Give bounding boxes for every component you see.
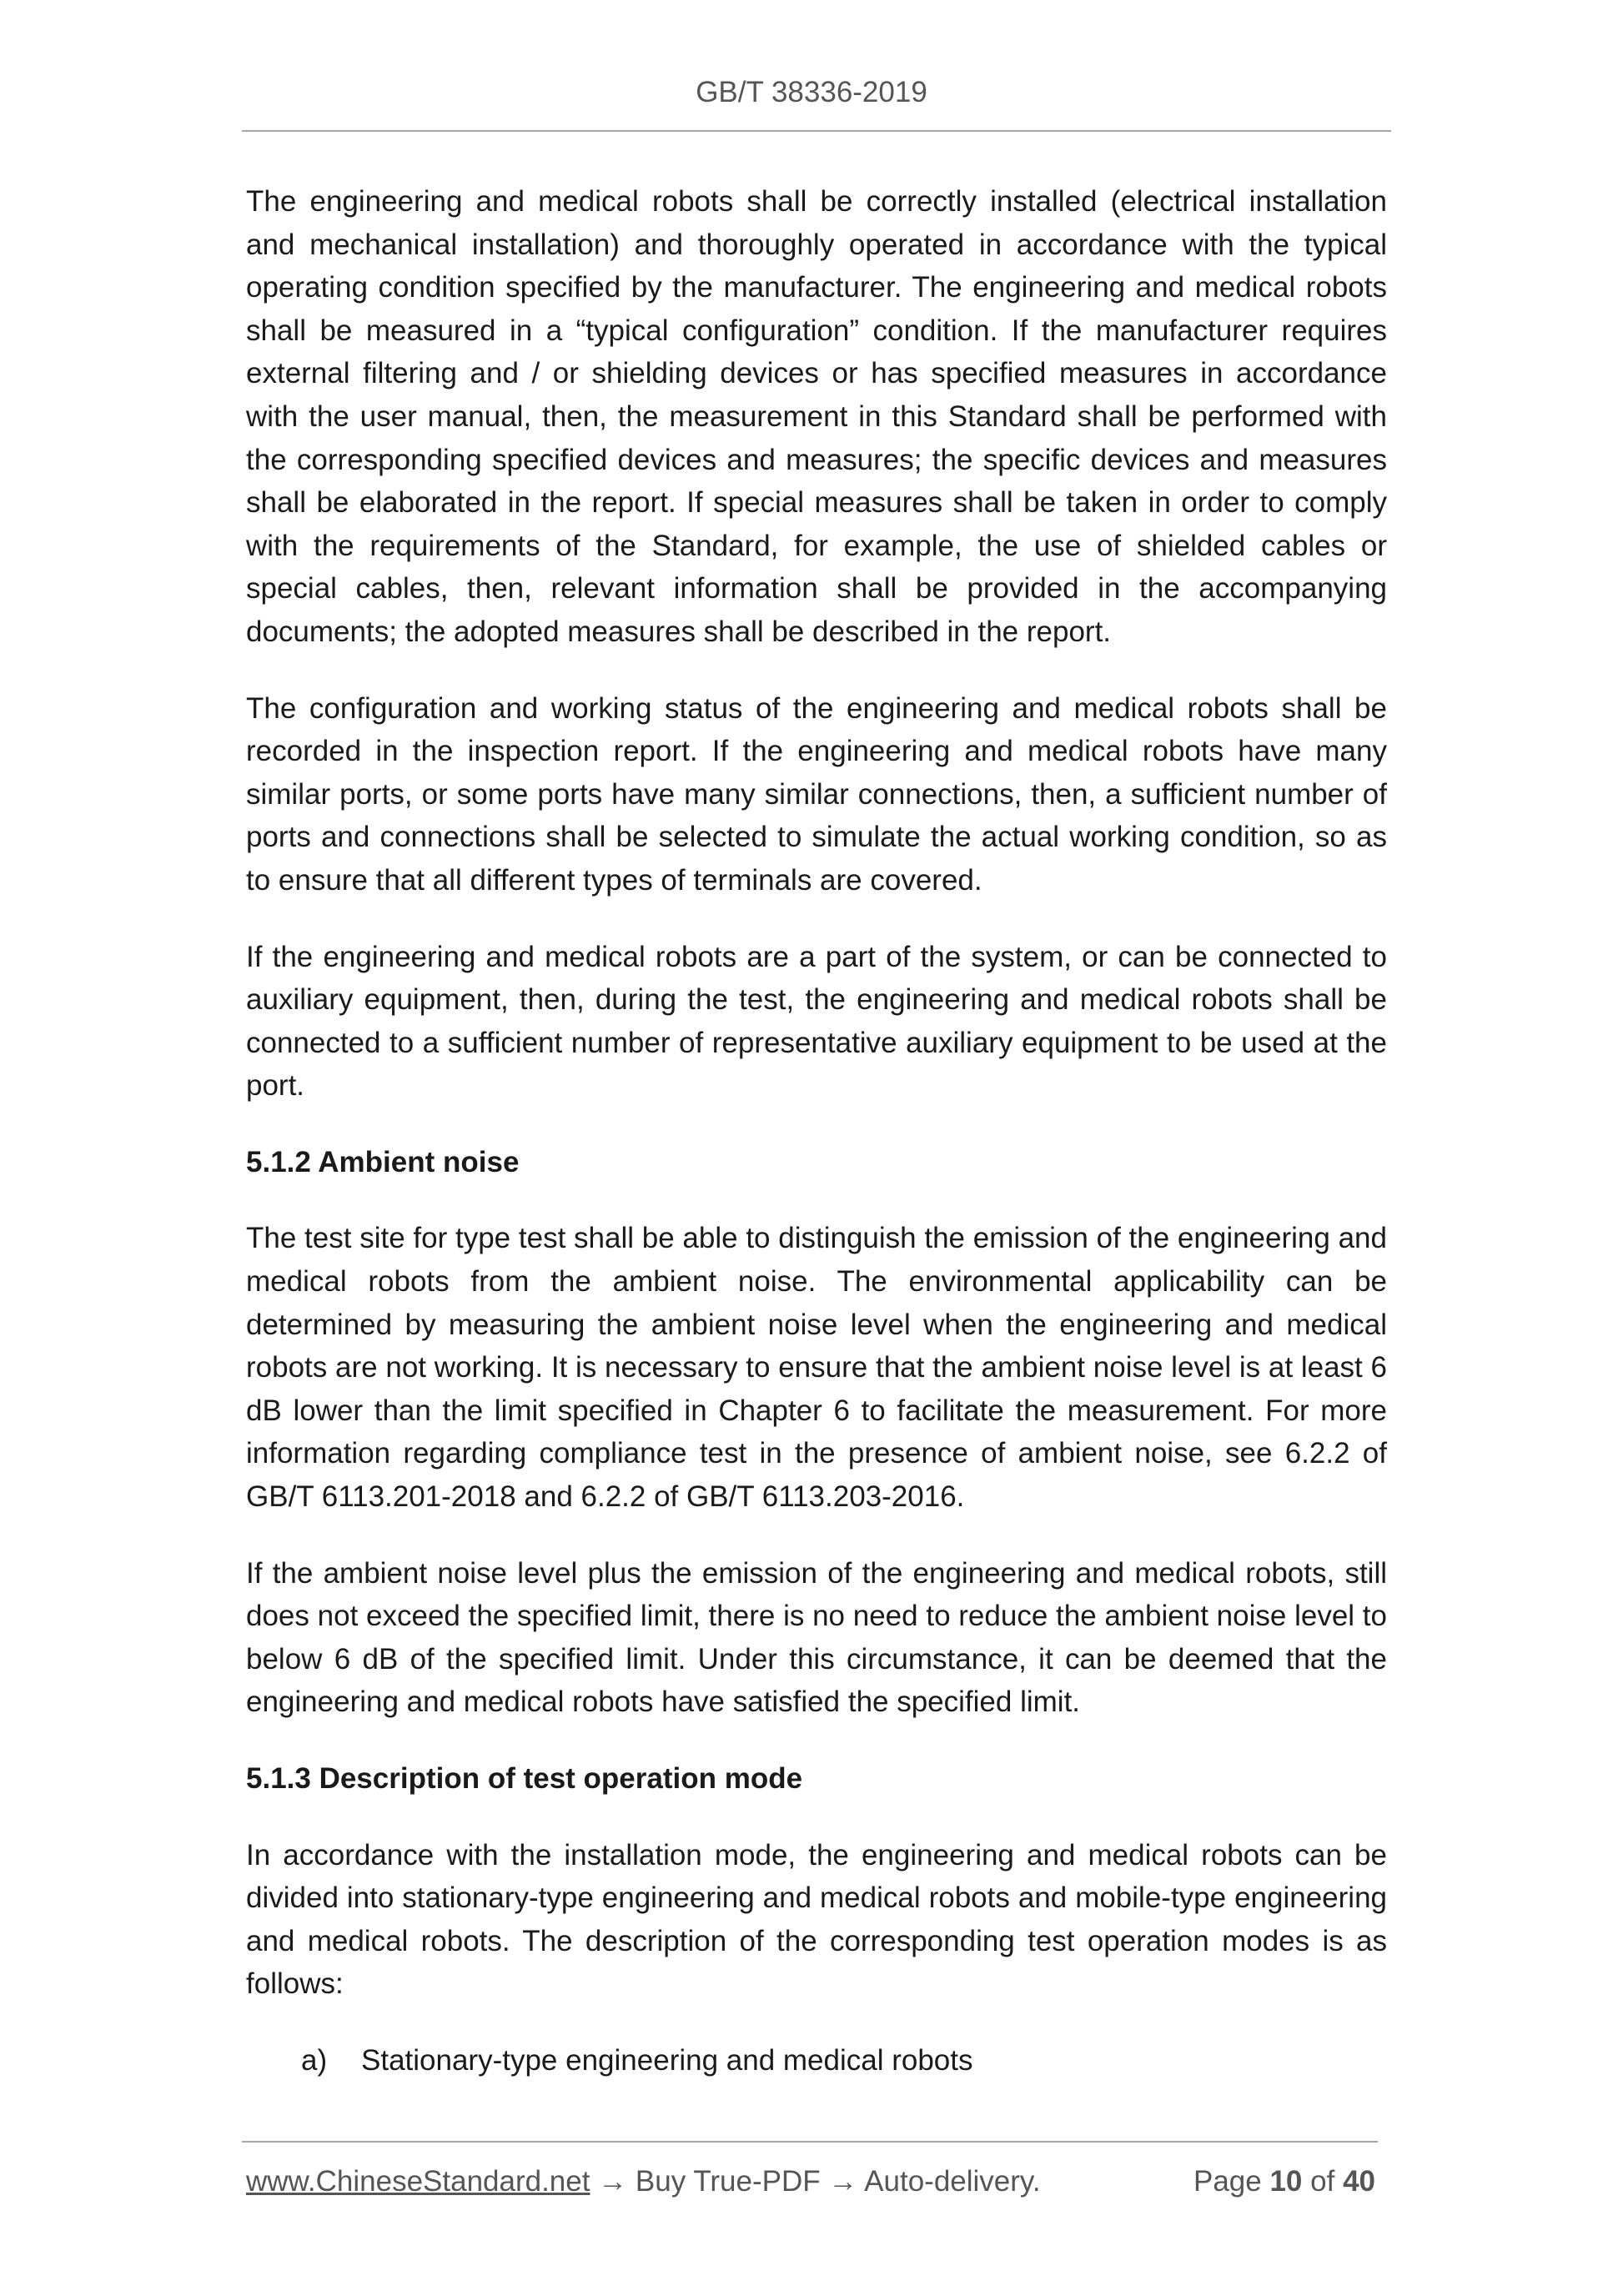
list-marker: a) — [301, 2043, 328, 2077]
list-item-text: Stationary-type engineering and medical robots — [361, 2043, 973, 2077]
page-footer — [246, 2163, 1379, 2201]
paragraph-auxiliary-equipment: If the engineering and medical robots are a part of the system, or can be connected to auxiliary equipment, then, during the test, the engineering and medical robots shall be connected to a sufficient number of representative auxiliary equipment to be used at the port. — [246, 940, 1387, 1103]
section-heading-ambient-noise: 5.1.2 Ambient noise — [246, 1145, 520, 1178]
paragraph-ambient-noise-2: If the ambient noise level plus the emission of the engineering and medical robots, still does not exceed the specified limit, there is no need to reduce the ambient noise level to below 6 dB of the specified limit. Under this circumstance, it can be deemed that the engineering and medical robots have satisfied the specified limit. — [246, 1556, 1387, 1719]
document-header — [0, 73, 1623, 112]
header-divider — [242, 130, 1391, 132]
section-heading-test-operation-mode: 5.1.3 Description of test operation mode — [246, 1762, 803, 1795]
page-label: Page — [1193, 2165, 1262, 2198]
list-item — [246, 2039, 1387, 2082]
of-label: of — [1310, 2165, 1335, 2198]
paragraph-configuration: The configuration and working status of the engineering and medical robots shall be recorded in the inspection report. If the engineering and medical robots have many similar ports, or some ports have many similar connections, then, a sufficient number of ports and connections shall be selected to simulate the actual working condition, so as to ensure that all different types of terminals are covered. — [246, 691, 1387, 897]
page-body — [246, 180, 1387, 2082]
paragraph-ambient-noise-1: The test site for type test shall be able to distinguish the emission of the engineering and medical robots from the ambient noise. The environmental applicability can be determined by measuring the ambient noise level when the engineering and medical robots are not working. It is necessary to ensure that the ambient noise level is at least 6 dB lower than the limit specified in Chapter 6 to facilitate the measurement. For more information regarding compliance test in the presence of ambient noise, see 6.2.2 of GB/T 6113.201-2018 and 6.2.2 of GB/T 6113.203-2016. — [246, 1222, 1387, 1514]
page-total: 40 — [1343, 2165, 1375, 2198]
paragraph-installation: The engineering and medical robots shall be correctly installed (electrical installation and mechanical installation) and thoroughly operated in accordance with the typical operating condition specified by the manufacturer. The engineering and medical robots shall be measured in a “typical configuration” condition. If the manufacturer requires external filtering and / or shielding devices or has specified measures in accordance with the user manual, then, the measurement in this Standard shall be performed with the corresponding specified devices and measures; the specific devices and measures shall be elaborated in the report. If special measures shall be taken in order to comply with the requirements of the Standard, for example, the use of shielded cables or special cables, then, relevant information shall be provided in the accompanying documents; the adopted measures shall be described in the report. — [246, 185, 1387, 648]
paragraph-test-operation-mode: In accordance with the installation mode, the engineering and medical robots can be divided into stationary-type engineering and medical robots and mobile-type engineering and medical robots. The description of the corresponding test operation modes is as follows: — [246, 1838, 1387, 2001]
footer-divider — [242, 2141, 1378, 2143]
document-id: GB/T 38336-2019 — [696, 76, 927, 108]
page-indicator — [1193, 2163, 1375, 2201]
website-link[interactable]: www.ChineseStandard.net — [246, 2165, 590, 2198]
footer-tagline: → Buy True-PDF → Auto-delivery. — [590, 2165, 1041, 2198]
page-number: 10 — [1269, 2165, 1303, 2198]
